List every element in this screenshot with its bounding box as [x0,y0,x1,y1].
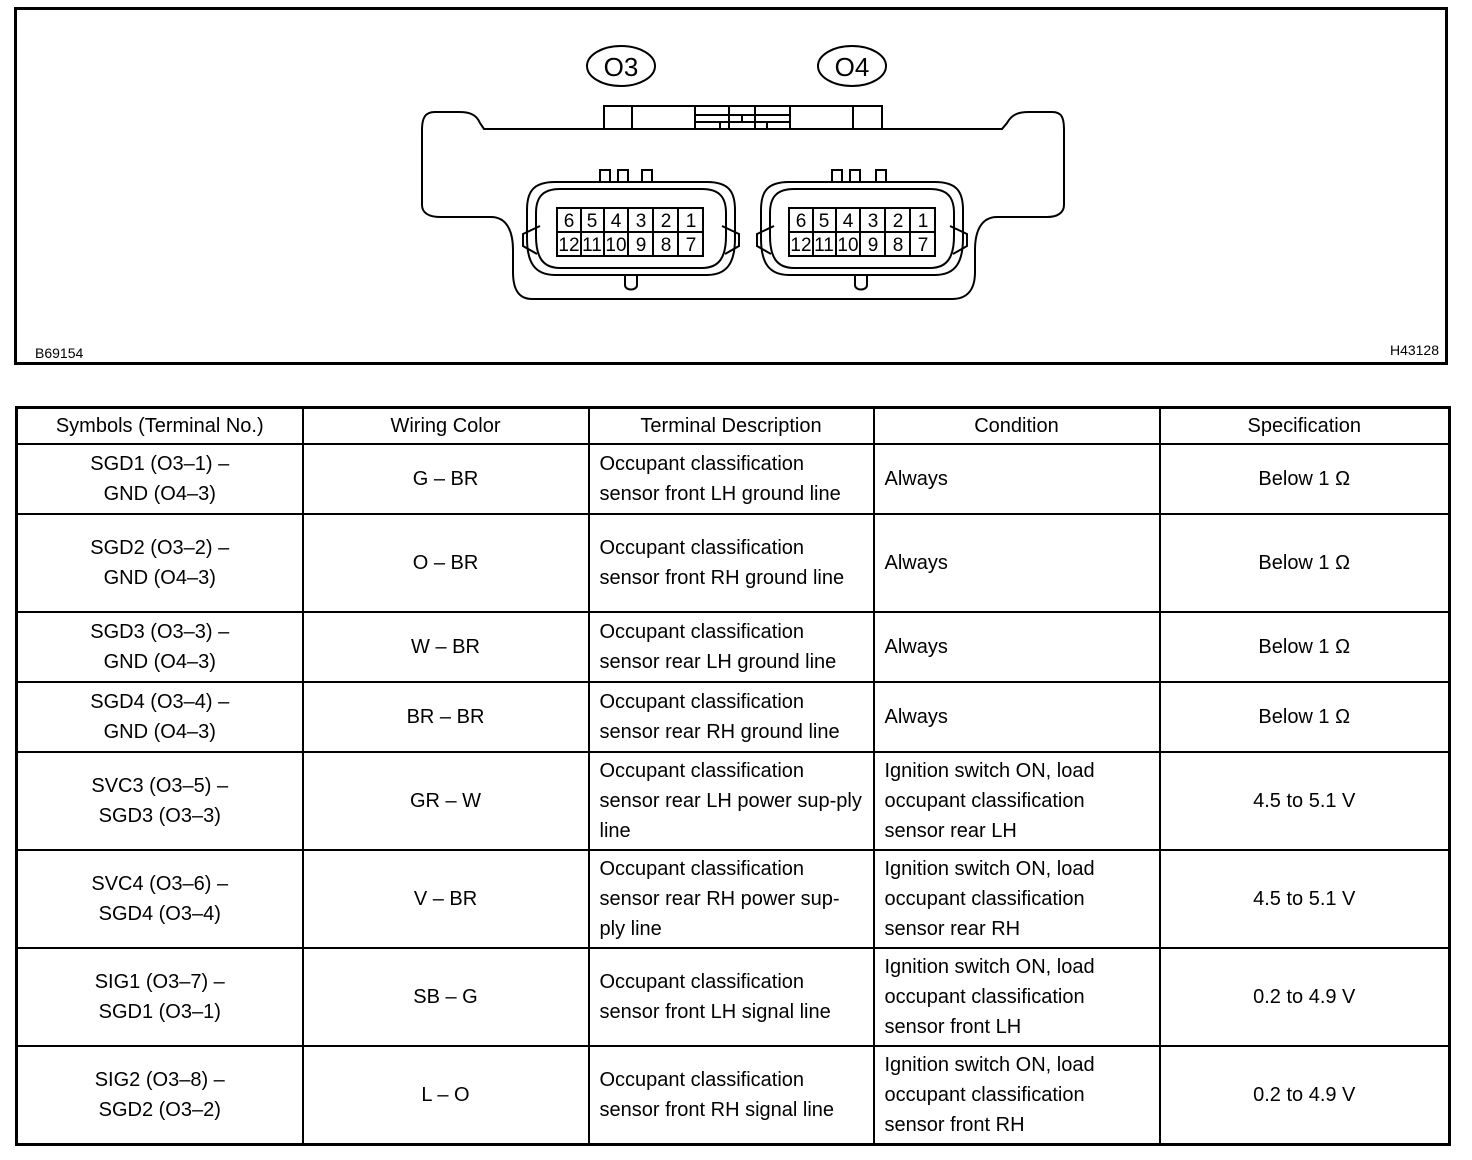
cell-wiring-color: V – BR [303,850,589,948]
cell-symbols [17,444,303,514]
cell-specification: 4.5 to 5.1 V [1160,850,1450,948]
symbol-line-2: SGD2 (O3–2) [98,1098,221,1121]
cell-terminal-description: Occupant classification sensor front RH signal line [589,1046,874,1144]
cell-specification: Below 1 Ω [1160,514,1450,612]
pin-number-o4: 5 [818,211,830,232]
symbol-line-1: SGD3 (O3–3) – [90,621,230,643]
cell-terminal-description: Occupant classification sensor rear LH ground line [589,612,874,682]
table-row [17,682,1450,752]
table-row [17,1046,1450,1144]
table-row [17,514,1450,612]
symbol-line-2: GND (O4–3) [103,721,216,743]
cell-terminal-description: Occupant classification sensor rear LH power sup-ply line [589,752,874,850]
pin-number-o3: 4 [610,211,622,232]
pin-number-o4: 4 [842,211,854,232]
symbol-line-1: SIG2 (O3–8) – [94,1068,225,1091]
pin-number-o4: 8 [892,235,904,256]
pin-number-o4: 2 [892,211,904,232]
symbol-line-2: SGD3 (O3–3) [98,805,221,827]
symbol-line-2: GND (O4–3) [103,651,216,673]
table-row [17,948,1450,1046]
figure-code-right: H43128 [1389,342,1439,358]
symbol-line-1: SVC4 (O3–6) – [91,873,229,895]
cell-terminal-description: Occupant classification sensor front LH ground line [589,444,874,514]
symbol-line-2: GND (O4–3) [103,567,216,589]
cell-terminal-description: Occupant classification sensor front RH ground line [589,514,874,612]
figure-code-left: B69154 [35,345,84,361]
header-condition: Condition [874,408,1160,445]
table-header-row [17,408,1450,445]
pin-number-o3: 1 [685,211,697,232]
cell-symbols [17,1046,303,1144]
cell-specification: 0.2 to 4.9 V [1160,948,1450,1046]
cell-symbols [17,682,303,752]
connector-diagram [14,7,1448,365]
cell-specification: Below 1 Ω [1160,612,1450,682]
cell-terminal-description: Occupant classification sensor rear RH ground line [589,682,874,752]
cell-condition: Always [874,612,1160,682]
terminal-spec-table [15,406,1451,1146]
cell-symbols [17,850,303,948]
symbol-line-1: SGD4 (O3–4) – [90,691,230,713]
cell-condition: Ignition switch ON, load occupant classification sensor rear LH [874,752,1160,850]
symbol-line-2: GND (O4–3) [103,483,216,505]
cell-specification: Below 1 Ω [1160,444,1450,514]
cell-wiring-color: SB – G [303,948,589,1046]
cell-specification: 4.5 to 5.1 V [1160,752,1450,850]
header-wiring-color: Wiring Color [303,408,589,445]
pin-number-o4: 3 [867,211,879,232]
pin-number-o4: 9 [867,235,879,256]
cell-symbols [17,514,303,612]
header-symbols: Symbols (Terminal No.) [17,408,303,445]
callout-o3-label: O3 [603,52,639,82]
pin-number-o3: 10 [605,235,627,256]
cell-symbols [17,752,303,850]
cell-wiring-color: O – BR [303,514,589,612]
cell-terminal-description: Occupant classification sensor rear RH power sup-ply line [589,850,874,948]
cell-symbols [17,612,303,682]
symbol-line-1: SGD2 (O3–2) – [90,537,230,559]
cell-specification: 0.2 to 4.9 V [1160,1046,1450,1144]
header-specification: Specification [1160,408,1450,445]
pin-number-o3: 8 [660,235,672,256]
pin-number-o3: 12 [558,235,580,256]
pin-number-o3: 7 [685,235,697,256]
symbol-line-1: SGD1 (O3–1) – [90,453,230,475]
cell-symbols [17,948,303,1046]
pin-number-o3: 2 [660,211,672,232]
cell-condition: Ignition switch ON, load occupant classification sensor front RH [874,1046,1160,1144]
ecu-connector-drawing [17,10,1445,362]
connector-o3-body [523,170,739,290]
pin-number-o3: 11 [582,235,602,256]
symbol-line-2: SGD4 (O3–4) [98,903,221,925]
symbol-line-2: SGD1 (O3–1) [98,1001,221,1023]
cell-wiring-color: G – BR [303,444,589,514]
pin-number-o4: 6 [795,211,807,232]
connector-housing [422,112,1064,299]
cell-wiring-color: W – BR [303,612,589,682]
table-row [17,612,1450,682]
pin-number-o4: 10 [837,235,859,256]
pin-number-o4: 11 [814,235,834,256]
cell-wiring-color: L – O [303,1046,589,1144]
pin-number-o4: 7 [917,235,929,256]
pin-number-o3: 6 [563,211,575,232]
symbol-line-1: SIG1 (O3–7) – [94,971,225,993]
cell-terminal-description: Occupant classification sensor front LH signal line [589,948,874,1046]
cell-specification: Below 1 Ω [1160,682,1450,752]
cell-condition: Always [874,682,1160,752]
cell-condition: Ignition switch ON, load occupant classification sensor rear RH [874,850,1160,948]
cell-condition: Always [874,444,1160,514]
header-terminal-description: Terminal Description [589,408,874,445]
table-row [17,752,1450,850]
cell-wiring-color: BR – BR [303,682,589,752]
pin-number-o3: 9 [635,235,647,256]
connector-o4-body [757,170,967,290]
pin-number-o4: 1 [917,211,929,232]
symbol-line-1: SVC3 (O3–5) – [91,775,229,797]
cell-wiring-color: GR – W [303,752,589,850]
cell-condition: Ignition switch ON, load occupant classification sensor front LH [874,948,1160,1046]
pin-number-o3: 3 [635,211,647,232]
pin-number-o4: 12 [790,235,812,256]
table-row [17,850,1450,948]
callout-o4-label: O4 [834,52,870,82]
table-row [17,444,1450,514]
pin-number-o3: 5 [586,211,598,232]
pin-labels [558,211,928,256]
cell-condition: Always [874,514,1160,612]
